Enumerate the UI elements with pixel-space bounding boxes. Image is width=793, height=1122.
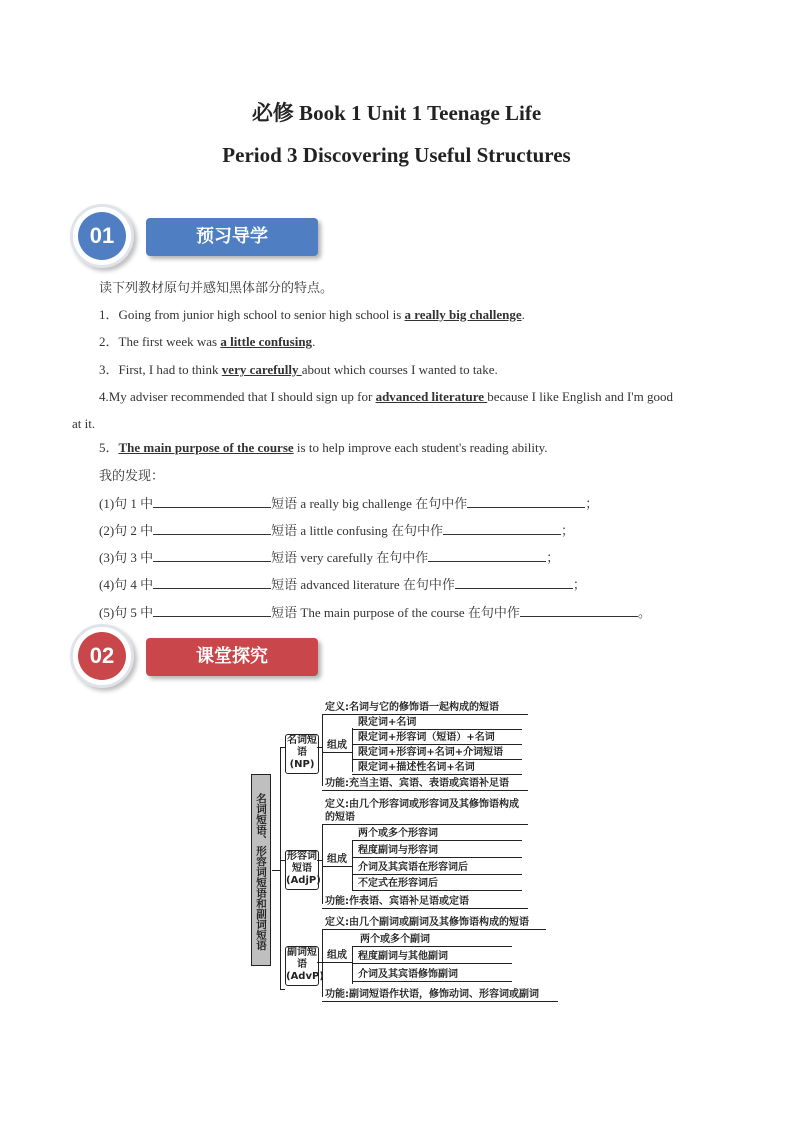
connector	[322, 714, 323, 786]
connector	[352, 857, 522, 858]
answer-blank[interactable]	[520, 602, 638, 617]
blank-text: 短语 a really big challenge 在句中作	[271, 496, 468, 511]
connector	[352, 890, 522, 891]
connector	[322, 962, 352, 963]
np-function: 功能:充当主语、宾语、表语或宾语补足语	[325, 778, 509, 789]
sentence-phrase: a really big challenge	[404, 307, 522, 322]
blank-text: 短语 a little confusing 在句中作	[271, 523, 444, 538]
connector	[352, 840, 353, 890]
connector	[322, 866, 352, 867]
blank-end: ；	[561, 523, 575, 538]
connector	[322, 1001, 558, 1002]
connector	[322, 790, 528, 791]
sentence-4-cont: at it.	[72, 416, 96, 431]
sentence-2	[99, 332, 315, 352]
blank-row-2	[99, 520, 574, 541]
section-number-badge	[70, 624, 134, 688]
blank-text: 短语 The main purpose of the course 在句中作	[271, 605, 520, 620]
blank-row-5	[99, 602, 651, 623]
adjp-definition-cont: 的短语	[325, 812, 355, 823]
section-number: 01	[78, 212, 126, 260]
adjp-definition: 定义:由几个形容词或形容词及其修饰语构成	[325, 799, 519, 810]
sentence-1	[99, 305, 525, 325]
section-banner: 课堂探究	[146, 638, 318, 676]
connector	[322, 929, 323, 997]
answer-blank[interactable]	[467, 493, 585, 508]
connector	[280, 989, 285, 990]
page-subtitle: Period 3 Discovering Useful Structures	[222, 143, 571, 167]
adjp-item: 介词及其宾语在形容词后	[358, 862, 468, 873]
np-box: 名词短语(NP)	[285, 734, 319, 774]
connector	[317, 860, 322, 861]
np-item: 限定词+形容词+名词+介词短语	[358, 747, 504, 758]
blank-prefix: (3)句 3 中	[99, 550, 154, 565]
sentence-end: .	[312, 334, 316, 349]
connector	[352, 874, 522, 875]
sentence-num: 5．	[99, 440, 119, 455]
adjp-compose-label: 组成	[327, 854, 347, 865]
advp-compose-label: 组成	[327, 950, 347, 961]
answer-blank[interactable]	[153, 574, 271, 589]
answer-blank[interactable]	[153, 602, 271, 617]
connector	[280, 747, 281, 989]
blank-row-3	[99, 547, 559, 568]
np-item: 限定词+描述性名词+名词	[358, 762, 475, 773]
connector	[352, 840, 522, 841]
advp-item: 介词及其宾语修饰副词	[358, 969, 458, 980]
connector	[352, 744, 522, 745]
answer-blank[interactable]	[455, 574, 573, 589]
adjp-item: 不定式在形容词后	[358, 878, 438, 889]
section-number-badge	[70, 204, 134, 268]
advp-definition: 定义:由几个副词或副词及其修饰语构成的短语	[325, 917, 529, 928]
sentence-4	[99, 387, 673, 407]
blank-text: 短语 advanced literature 在句中作	[271, 577, 455, 592]
connector	[352, 729, 522, 730]
connector	[352, 759, 522, 760]
adjp-item: 两个或多个形容词	[358, 828, 438, 839]
intro-text: 读下列教材原句并感知黑体部分的特点。	[99, 280, 334, 295]
sentence-text: First, I had to think	[118, 362, 222, 377]
section-header-preview	[70, 204, 340, 270]
sentence-phrase: advanced literature	[375, 389, 488, 404]
answer-blank[interactable]	[153, 547, 271, 562]
sentence-num: 1．	[99, 307, 119, 322]
section-header-explore	[70, 624, 340, 690]
blank-prefix: (2)句 2 中	[99, 523, 154, 538]
connector	[352, 728, 353, 772]
adjp-function: 功能:作表语、宾语补足语或定语	[325, 896, 469, 907]
blank-end: ；	[546, 550, 560, 565]
connector	[322, 908, 528, 909]
sentence-phrase: a little confusing	[220, 334, 313, 349]
sentence-num: 3．	[99, 362, 119, 377]
connector	[317, 747, 322, 748]
sentence-end: about which courses I wanted to take.	[301, 362, 498, 377]
connector	[322, 752, 352, 753]
answer-blank[interactable]	[443, 520, 561, 535]
advp-box: 副词短语(AdvP)	[285, 946, 319, 986]
blank-end: ；	[572, 577, 586, 592]
connector	[352, 946, 353, 984]
np-definition: 定义:名词与它的修饰语一起构成的短语	[325, 702, 499, 713]
advp-function: 功能:副词短语作状语，修饰动词、形容词或副词	[325, 989, 539, 1000]
mindmap-root: 名词短语、形容词短语和副词短语	[251, 774, 271, 966]
sentence-text: Going from junior high school to senior high school is	[118, 307, 405, 322]
connector	[352, 774, 522, 775]
adjp-box: 形容词短语(AdjP)	[285, 850, 319, 890]
np-compose-label: 组成	[327, 740, 347, 751]
np-item: 限定词+形容词（短语）+名词	[358, 732, 495, 743]
sentence-text: The first week was	[118, 334, 221, 349]
np-item: 限定词+名词	[358, 717, 417, 728]
sentence-text: My adviser recommended that I should sign up for	[108, 389, 376, 404]
connector	[352, 946, 512, 947]
sentence-num: 4.	[99, 389, 109, 404]
phrase-mind-map	[248, 700, 568, 1010]
connector	[322, 824, 528, 825]
sentence-end: is to help improve each student's reading ability.	[293, 440, 548, 455]
connector	[322, 714, 528, 715]
blank-prefix: (5)句 5 中	[99, 605, 154, 620]
discovery-label: 我的发现：	[99, 468, 165, 483]
sentence-end: because I like English and I'm good	[487, 389, 673, 404]
adjp-item: 程度副词与形容词	[358, 845, 438, 856]
sentence-num: 2．	[99, 334, 119, 349]
answer-blank[interactable]	[428, 547, 546, 562]
page-title: 必修 Book 1 Unit 1 Teenage Life	[251, 101, 542, 125]
blank-end: ；	[585, 496, 599, 511]
advp-item: 两个或多个副词	[360, 934, 430, 945]
advp-item: 程度副词与其他副词	[358, 951, 448, 962]
connector	[352, 981, 512, 982]
connector	[322, 824, 323, 904]
blank-prefix: (4)句 4 中	[99, 577, 154, 592]
blank-row-1	[99, 493, 598, 514]
blank-end: 。	[637, 605, 651, 620]
connector	[322, 929, 546, 930]
connector	[272, 870, 280, 871]
sentence-3	[99, 360, 498, 380]
sentence-phrase: very carefully	[221, 362, 302, 377]
connector	[352, 963, 512, 964]
section-banner: 预习导学	[146, 218, 318, 256]
blank-row-4	[99, 574, 586, 595]
section-number: 02	[78, 632, 126, 680]
blank-prefix: (1)句 1 中	[99, 496, 154, 511]
answer-blank[interactable]	[153, 520, 271, 535]
sentence-5	[99, 438, 548, 458]
sentence-end: .	[521, 307, 525, 322]
blank-text: 短语 very carefully 在句中作	[271, 550, 429, 565]
sentence-phrase: The main purpose of the course	[118, 440, 294, 455]
answer-blank[interactable]	[153, 493, 271, 508]
